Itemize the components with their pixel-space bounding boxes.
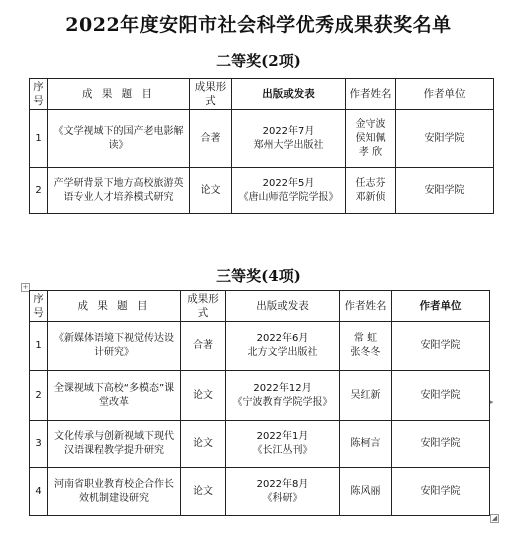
- table-row: [30, 421, 490, 468]
- cell-form: 合著: [181, 322, 226, 371]
- cell-unit: 安阳学院: [392, 322, 490, 371]
- row-resize-marker-icon: ▸: [490, 398, 494, 406]
- section-title-third-prize: 三等奖(4项): [216, 267, 301, 285]
- cell-index: 2: [30, 371, 48, 421]
- table-row: [30, 168, 494, 214]
- cell-unit: 安阳学院: [392, 468, 490, 516]
- cell-publication: 2022年6月 北方文学出版社: [226, 322, 340, 371]
- cell-index: 1: [30, 322, 48, 371]
- cell-title: 全课视域下高校“多模态”课堂改革: [48, 371, 181, 421]
- cell-publication: 2022年1月 《长江丛刊》: [226, 421, 340, 468]
- header-unit: 作者单位: [392, 291, 490, 322]
- cell-form: 论文: [181, 421, 226, 468]
- cell-index: 2: [30, 168, 48, 214]
- table-resize-handle-icon[interactable]: ◢: [491, 514, 498, 522]
- cell-title: 河南省职业教育校企合作长效机制建设研究: [48, 468, 181, 516]
- cell-unit: 安阳学院: [396, 168, 494, 214]
- cell-authors: 陈柯言: [340, 421, 392, 468]
- cell-authors: 吴红新: [340, 371, 392, 421]
- cell-title: 产学研背景下地方高校旅游英语专业人才培养模式研究: [48, 168, 190, 214]
- header-index: 序号: [30, 291, 48, 322]
- header-authors: 作者姓名: [346, 79, 396, 110]
- table-header-row: [30, 291, 490, 322]
- cell-form: 论文: [181, 468, 226, 516]
- table-row: [30, 468, 490, 516]
- cell-publication: 2022年5月 《唐山师范学院学报》: [232, 168, 346, 214]
- cell-publication: 2022年8月 《科研》: [226, 468, 340, 516]
- cell-title: 《文学视域下的国产老电影解读》: [48, 110, 190, 168]
- header-publication: 出版或发表: [232, 79, 346, 110]
- table-row: [30, 371, 490, 421]
- table-row: [30, 110, 494, 168]
- section-title-second-prize: 二等奖(2项): [216, 52, 301, 70]
- header-form: 成果形式: [190, 79, 232, 110]
- cell-unit: 安阳学院: [392, 371, 490, 421]
- table-row: [30, 322, 490, 371]
- cell-form: 合著: [190, 110, 232, 168]
- header-unit: 作者单位: [396, 79, 494, 110]
- cell-index: 4: [30, 468, 48, 516]
- cell-index: 1: [30, 110, 48, 168]
- table-move-handle-icon[interactable]: +: [22, 283, 29, 291]
- cell-index: 3: [30, 421, 48, 468]
- second-prize-table: [29, 78, 494, 214]
- cell-unit: 安阳学院: [396, 110, 494, 168]
- header-authors: 作者姓名: [340, 291, 392, 322]
- cell-form: 论文: [190, 168, 232, 214]
- cell-form: 论文: [181, 371, 226, 421]
- header-form: 成果形式: [181, 291, 226, 322]
- header-publication: 出版或发表: [226, 291, 340, 322]
- cell-publication: 2022年7月 郑州大学出版社: [232, 110, 346, 168]
- cell-title: 文化传承与创新视域下现代汉语课程教学提升研究: [48, 421, 181, 468]
- third-prize-table: [29, 290, 490, 516]
- cell-authors: 任志芬 邓新侦: [346, 168, 396, 214]
- cell-authors: 金守波 侯知佩 孝 欣: [346, 110, 396, 168]
- cell-authors: 常 虹 张冬冬: [340, 322, 392, 371]
- header-title: 成 果 题 目: [48, 79, 190, 110]
- cell-unit: 安阳学院: [392, 421, 490, 468]
- page-title: 2022年度安阳市社会科学优秀成果获奖名单: [65, 14, 452, 36]
- header-title: 成 果 题 目: [48, 291, 181, 322]
- cell-publication: 2022年12月 《宁波教育学院学报》: [226, 371, 340, 421]
- header-index: 序号: [30, 79, 48, 110]
- cell-title: 《新媒体语境下视觉传达设计研究》: [48, 322, 181, 371]
- table-header-row: [30, 79, 494, 110]
- cell-authors: 陈风丽: [340, 468, 392, 516]
